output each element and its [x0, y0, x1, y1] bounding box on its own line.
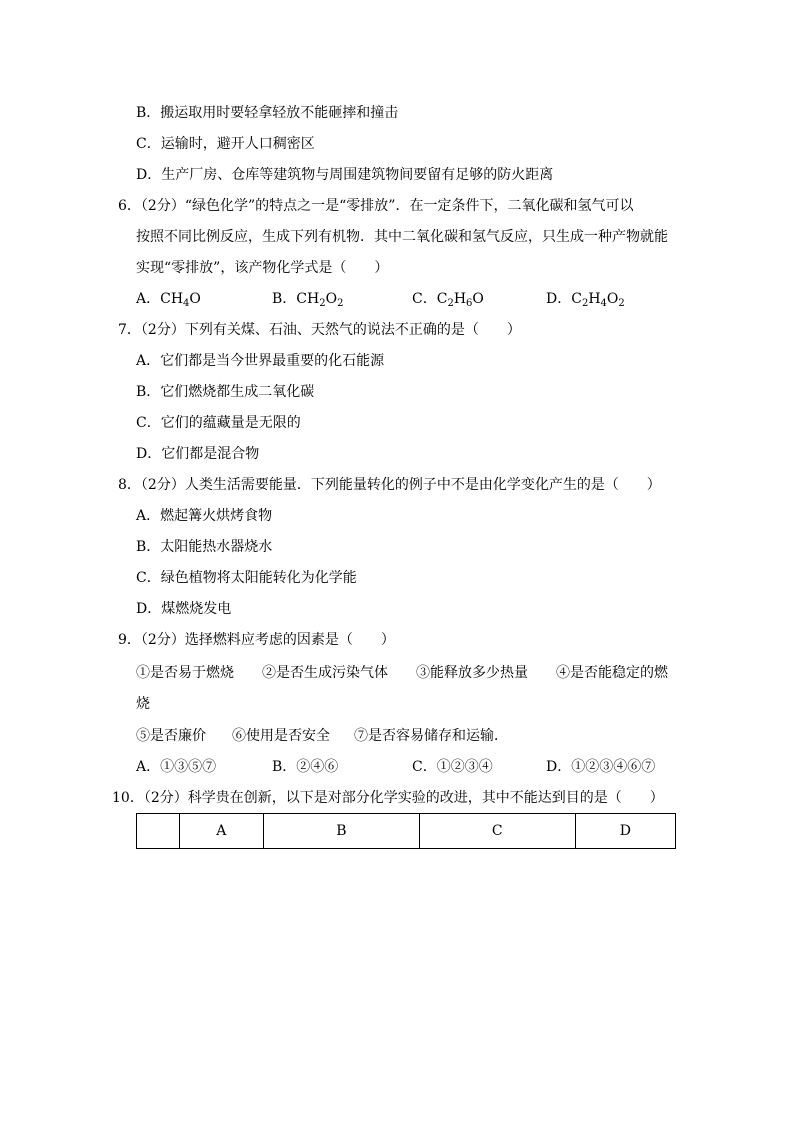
q9-factor-2: ②是否生成污染气体	[262, 665, 388, 681]
q9-option-a: A．①③⑤⑦	[136, 759, 217, 775]
q7-option-c: C．它们的蕴藏量是无限的	[136, 415, 301, 431]
q7-option-b: B．它们燃烧都生成二氧化碳	[136, 384, 315, 400]
q6-option-a: A．$CH_4O$	[136, 291, 201, 309]
q8-option-d: D．煤燃烧发电	[136, 601, 232, 617]
table-header-cell-a: A	[179, 814, 263, 849]
q8-stem: 8．（2分）人类生活需要能量．下列能量转化的例子中不是由化学变化产生的是（ ）	[118, 477, 661, 493]
q9-factor-7: ⑦是否容易储存和运输．	[354, 728, 508, 744]
q7-stem: 7．（2分）下列有关煤、石油、天然气的说法不正确的是（ ）	[118, 322, 521, 338]
q8-option-c: C．绿色植物将太阳能转化为化学能	[136, 570, 357, 586]
table-header-cell-b: B	[264, 814, 420, 849]
q9-factor-3: ③能释放多少热量	[416, 665, 528, 681]
q8-option-b: B．太阳能热水器烧水	[136, 539, 273, 555]
q9-stem: 9．（2分）选择燃料应考虑的因素是（ ）	[118, 632, 395, 648]
q7-option-a: A．它们都是当今世界最重要的化石能源	[136, 353, 385, 369]
q10-experiment-table	[136, 813, 676, 849]
table-header-cell-blank	[137, 814, 180, 849]
table-header-row	[137, 814, 676, 849]
q9-factor-5: ⑤是否廉价	[136, 728, 206, 744]
q6-stem-line3: 实现“零排放”，该产物化学式是（ ）	[136, 260, 389, 276]
q6-option-c: C．$C_2H_6O$	[412, 291, 484, 309]
q5-option-b: B．搬运取用时要轻拿轻放不能砸摔和撞击	[136, 105, 399, 121]
q6-stem-line2: 按照不同比例反应，生成下列有机物．其中二氧化碳和氢气反应，只生成一种产物就能	[136, 229, 668, 245]
table-header-cell-d: D	[575, 814, 675, 849]
q6-stem-line1: 6．（2分）“绿色化学”的特点之一是“零排放”．在一定条件下，二氧化碳和氢气可以	[118, 198, 634, 214]
q9-factor-1: ①是否易于燃烧	[136, 665, 234, 681]
q5-option-c: C．运输时，避开人口稠密区	[136, 136, 315, 152]
q9-factor-4: ④是否能稳定的燃	[556, 665, 668, 681]
q9-option-b: B．②④⑥	[272, 759, 339, 775]
q8-option-a: A．燃起篝火烘烤食物	[136, 508, 273, 524]
q7-option-d: D．它们都是混合物	[136, 446, 260, 462]
q10-stem: 10．（2分）科学贵在创新，以下是对部分化学实验的改进，其中不能达到目的是（ ）	[112, 790, 664, 806]
table-header-cell-c: C	[419, 814, 575, 849]
q6-option-b: B．$CH_2O_2$	[272, 291, 344, 309]
q9-option-d: D．①②③④⑥⑦	[546, 759, 656, 775]
q5-option-d: D．生产厂房、仓库等建筑物与周围建筑物间要留有足够的防火距离	[136, 167, 554, 183]
q9-factor-4-continued: 烧	[136, 696, 150, 712]
q9-factor-6: ⑥使用是否安全	[232, 728, 330, 744]
q9-option-c: C．①②③④	[412, 759, 493, 775]
q6-option-d: D．$C_2H_4O_2$	[546, 291, 625, 309]
